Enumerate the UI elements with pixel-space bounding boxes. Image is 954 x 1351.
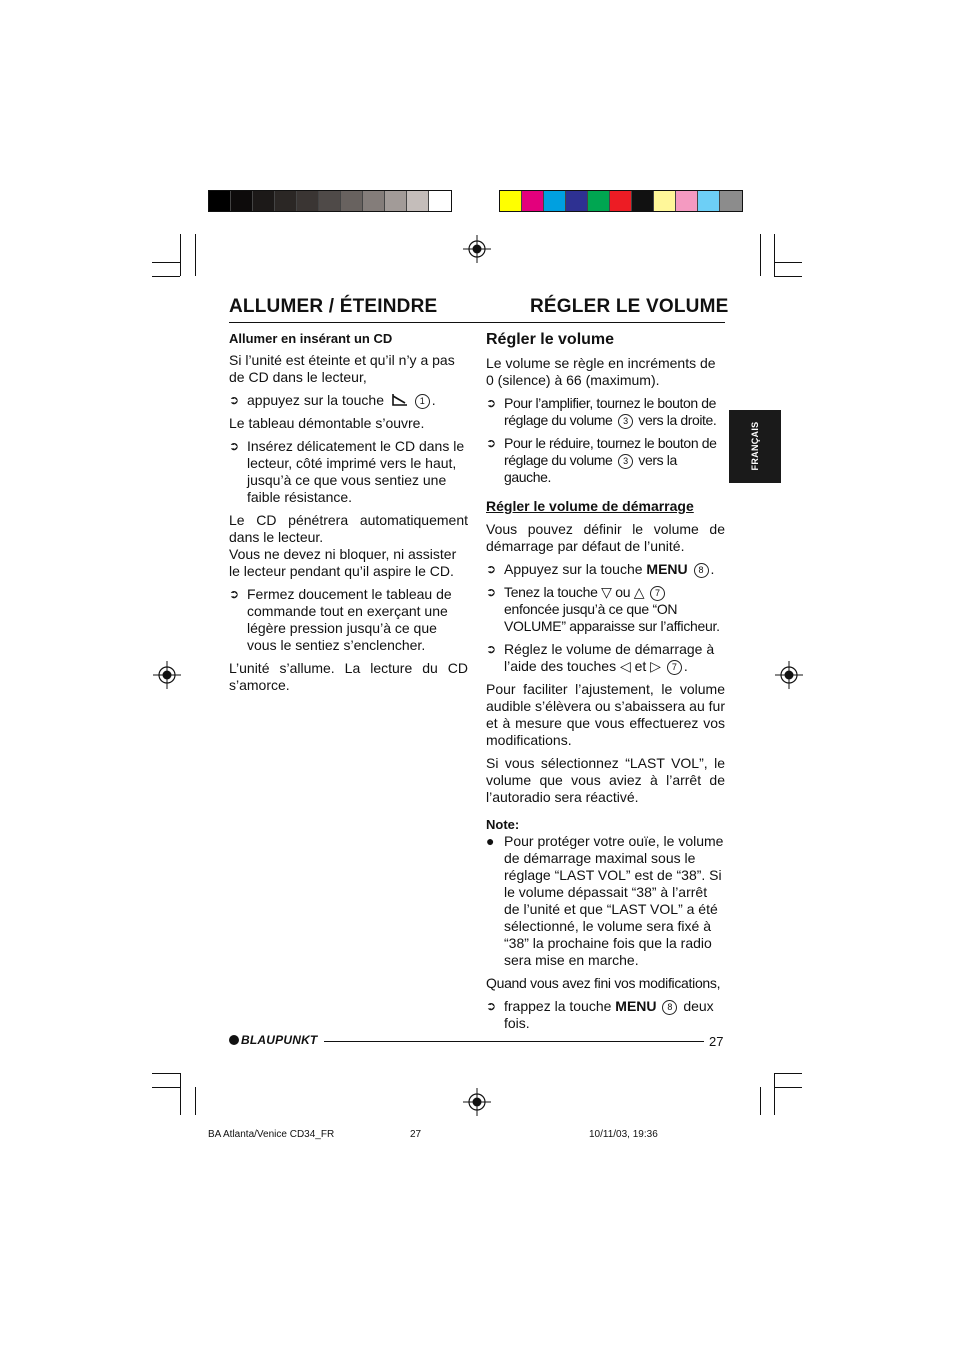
paragraph: Le tableau démontable s’ouvre.	[229, 415, 425, 431]
color-calibration-bar	[499, 190, 743, 212]
calibration-swatch	[632, 191, 654, 211]
instruction-step: ➲ Pour l’amplifier, tournez le bouton de réglage du volume 3 vers la droite.	[486, 395, 717, 428]
calibration-swatch	[253, 191, 275, 211]
key-number-badge: 8	[694, 563, 709, 578]
arrow-bullet-icon: ➲	[486, 642, 497, 656]
calibration-swatch	[544, 191, 566, 211]
arrow-bullet-icon: ➲	[229, 587, 240, 601]
page-number: 27	[709, 1034, 724, 1049]
crop-mark	[180, 1073, 181, 1115]
footer-rule	[324, 1041, 704, 1042]
paragraph: Si l’unité est éteinte et qu’il n’y a pas de CD dans le lecteur,	[229, 352, 455, 385]
arrow-bullet-icon: ➲	[486, 562, 497, 576]
calibration-swatch	[654, 191, 676, 211]
crop-mark	[774, 1073, 802, 1074]
gray-calibration-bar	[208, 190, 452, 212]
instruction-step: ➲ Pour le réduire, tournez le bouton de réglage du volume 3 vers la gauche.	[486, 435, 717, 485]
registration-mark-icon	[463, 1088, 491, 1116]
calibration-swatch	[385, 191, 407, 211]
instruction-step: ➲ Fermez doucement le tableau de commande tout en exerçant une légère pression jusqu’à ce que vous le sentiez s’enclencher.	[229, 586, 452, 653]
left-section-title: ALLUMER / ÉTEINDRE	[229, 296, 438, 317]
crop-mark	[774, 234, 775, 276]
registration-mark-icon	[463, 235, 491, 263]
left-subheading: Allumer en insérant un CD	[229, 331, 393, 346]
instruction-step: ➲ Appuyez sur la touche MENU 8 .	[486, 561, 715, 577]
language-tab: FRANÇAIS	[729, 410, 781, 483]
eject-key-icon	[391, 393, 409, 407]
paragraph: Le CD pénétrera automatiquement dans le lecteur.	[229, 512, 468, 545]
crop-mark	[152, 262, 180, 263]
calibration-swatch	[566, 191, 588, 211]
crop-mark	[774, 262, 802, 263]
key-number-badge: 1	[415, 394, 430, 409]
slug-date: 10/11/03, 19:36	[589, 1129, 658, 1140]
paragraph: Vous ne devez ni bloquer, ni assister le lecteur pendant qu’il aspire le CD.	[229, 546, 457, 579]
right-column	[486, 330, 725, 1032]
arrow-bullet-icon: ➲	[229, 439, 240, 453]
key-number-badge: 3	[618, 414, 633, 429]
brand-dot-icon	[229, 1035, 239, 1045]
calibration-swatch	[297, 191, 319, 211]
calibration-swatch	[319, 191, 341, 211]
calibration-swatch	[429, 191, 451, 211]
brand-logo: BLAUPUNKT	[229, 1033, 317, 1047]
calibration-swatch	[698, 191, 720, 211]
calibration-swatch	[676, 191, 698, 211]
registration-mark-icon	[775, 661, 803, 689]
paragraph: Si vous sélectionnez “LAST VOL”, le volume que vous aviez à l’arrêt de l’autoradio sera réactivé.	[486, 755, 725, 805]
key-number-badge: 7	[650, 586, 665, 601]
note-label: Note:	[486, 817, 520, 832]
crop-mark	[195, 1087, 196, 1115]
arrow-bullet-icon: ➲	[486, 999, 497, 1013]
crop-mark	[180, 234, 181, 276]
calibration-swatch	[341, 191, 363, 211]
calibration-swatch	[588, 191, 610, 211]
bullet-icon: ●	[486, 833, 495, 849]
crop-mark	[152, 1087, 180, 1088]
crop-mark	[774, 276, 802, 277]
crop-mark	[774, 1073, 775, 1115]
registration-mark-icon	[153, 661, 181, 689]
arrow-bullet-icon: ➲	[486, 436, 496, 450]
calibration-swatch	[500, 191, 522, 211]
slug-page: 27	[410, 1129, 422, 1140]
title-rule	[229, 322, 725, 323]
key-number-badge: 3	[618, 454, 633, 469]
calibration-swatch	[209, 191, 231, 211]
key-number-badge: 8	[662, 1000, 677, 1015]
instruction-step: ➲ Tenez la touche ▽ ou △ 7 enfoncée jusqu’à ce que “ON VOLUME” apparaisse sur l’afficheur.	[486, 584, 720, 634]
calibration-swatch	[610, 191, 632, 211]
note-item: ● Pour protéger votre ouïe, le volume de démarrage maximal sous le réglage “LAST VOL” est de “38”. Si le volume dépassait “38” à l’arrêt de l’unité et que “LAST VOL” a été sélectionné, le volume sera fixé à “38” la prochaine fois que la radio sera mise en marche.	[486, 833, 724, 968]
calibration-swatch	[720, 191, 742, 211]
paragraph: Vous pouvez définir le volume de démarrage par défaut de l’unité.	[486, 521, 725, 554]
calibration-swatch	[363, 191, 385, 211]
left-column	[229, 330, 468, 694]
calibration-swatch	[275, 191, 297, 211]
calibration-swatch	[231, 191, 253, 211]
arrow-bullet-icon: ➲	[486, 396, 496, 410]
crop-mark	[774, 1087, 802, 1088]
key-number-badge: 7	[667, 660, 682, 675]
crop-mark	[195, 234, 196, 276]
crop-mark	[760, 234, 761, 276]
instruction-step: ➲ appuyez sur la touche 1 .	[229, 392, 436, 408]
crop-mark	[760, 1087, 761, 1115]
paragraph: L’unité s’allume. La lecture du CD s’amorce.	[229, 660, 468, 693]
crop-mark	[152, 276, 180, 277]
right-subheading: Régler le volume	[486, 331, 615, 348]
instruction-step: ➲ Réglez le volume de démarrage à l’aide des touches ◁ et ▷ 7 .	[486, 641, 715, 674]
arrow-bullet-icon: ➲	[486, 585, 496, 599]
right-subheading-2: Régler le volume de démarrage	[486, 498, 694, 514]
instruction-step: ➲ Insérez délicatement le CD dans le lecteur, côté imprimé vers le haut, jusqu’à ce que vous sentiez une faible résistance.	[229, 438, 465, 505]
instruction-step: ➲ frappez la touche MENU 8 deux fois.	[486, 998, 714, 1031]
paragraph: Pour faciliter l’ajustement, le volume audible s’élèvera ou s’abaissera au fur et à mesure que vous effectuerez vos modifications.	[486, 681, 725, 748]
calibration-swatch	[407, 191, 429, 211]
paragraph: Le volume se règle en incréments de 0 (silence) à 66 (maximum).	[486, 355, 716, 388]
calibration-swatch	[522, 191, 544, 211]
right-section-title: RÉGLER LE VOLUME	[530, 296, 729, 317]
crop-mark	[152, 1073, 180, 1074]
paragraph: Quand vous avez fini vos modifications,	[486, 975, 721, 991]
arrow-bullet-icon: ➲	[229, 393, 240, 407]
slug-file: BA Atlanta/Venice CD34_FR	[208, 1129, 335, 1140]
